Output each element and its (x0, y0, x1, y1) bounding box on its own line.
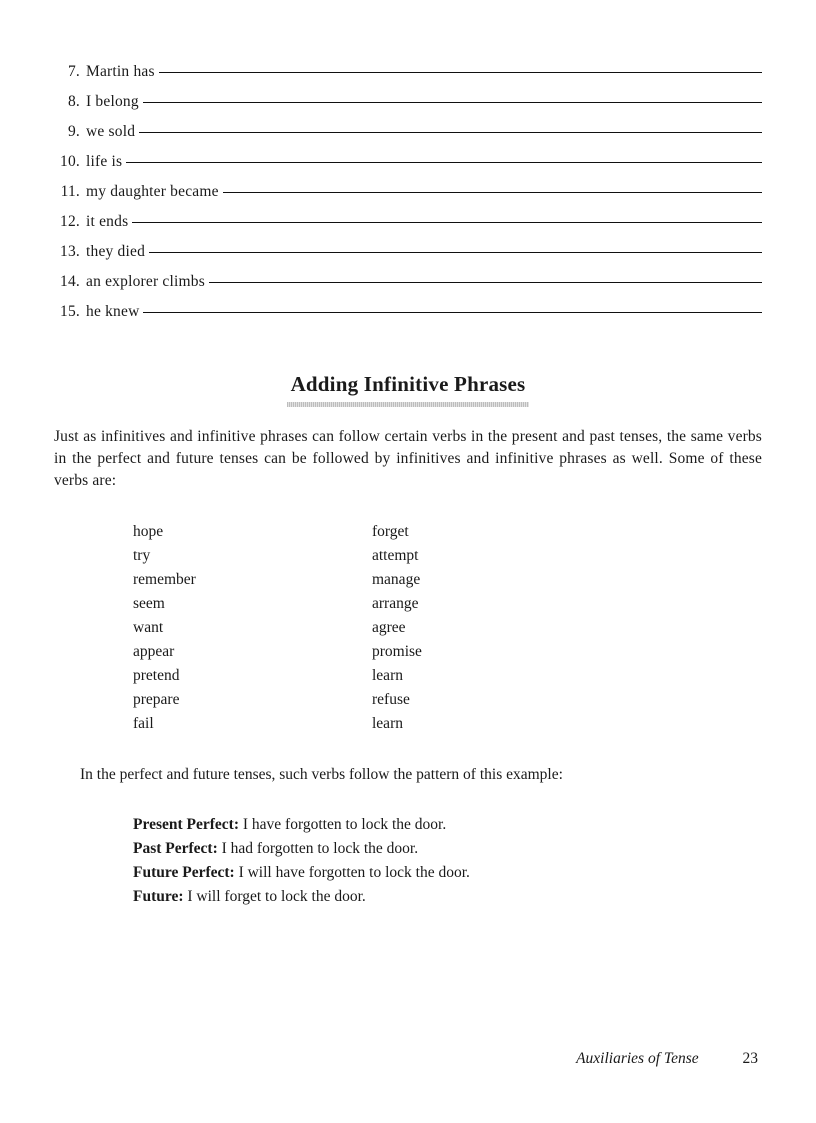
example-row (133, 885, 470, 909)
item-number: 12. (60, 213, 80, 230)
verb-right: arrange (372, 595, 419, 612)
verb-row (133, 616, 422, 640)
item-number: 14. (60, 273, 80, 290)
verb-left: seem (133, 595, 165, 612)
example-row (133, 837, 470, 861)
item-number: 9. (67, 123, 80, 140)
exercise-item (54, 153, 762, 183)
example-sentence: I will forget to lock the door. (187, 888, 366, 905)
example-sentence: I had forgotten to lock the door. (221, 840, 419, 857)
item-prompt: Martin has (86, 63, 155, 80)
exercise-item (54, 63, 762, 93)
page-footer (576, 1050, 758, 1068)
verb-row (133, 688, 422, 712)
heading-underline (287, 402, 529, 407)
item-prompt: my daughter became (86, 183, 219, 200)
exercise-item (54, 273, 762, 303)
verb-row (133, 664, 422, 688)
item-prompt: they died (86, 243, 146, 260)
verb-row (133, 568, 422, 592)
exercise-item (54, 213, 762, 243)
verb-left: appear (133, 643, 175, 660)
tense-label: Future: (133, 888, 188, 905)
verb-right: promise (372, 643, 422, 660)
item-prompt: it ends (86, 213, 129, 230)
section-heading-block (0, 372, 816, 407)
answer-line (143, 312, 762, 313)
answer-line (159, 72, 762, 73)
verb-row (133, 520, 422, 544)
item-prompt: we sold (86, 123, 136, 140)
intro-paragraph: Just as infinitives and infinitive phrases can follow certain verbs in the present and past tenses, the same verbs in the perfect and future tenses can be followed by infinitives and infinitive phrases as well. Some of these verbs are: (54, 428, 762, 489)
item-prompt: I belong (86, 93, 139, 110)
answer-line (139, 132, 762, 133)
verb-left: try (133, 547, 151, 564)
exercise-item (54, 93, 762, 123)
tense-label: Future Perfect: (133, 864, 239, 881)
exercise-item (54, 243, 762, 273)
tense-label: Present Perfect: (133, 816, 243, 833)
item-number: 15. (60, 303, 80, 320)
exercise-item (54, 183, 762, 213)
verb-right: learn (372, 715, 403, 732)
verb-left: pretend (133, 667, 180, 684)
answer-line (143, 102, 762, 103)
verb-right: manage (372, 571, 421, 588)
answer-line (223, 192, 762, 193)
verb-list (133, 520, 422, 736)
verb-left: want (133, 619, 164, 636)
verb-row (133, 712, 422, 736)
verb-row (133, 544, 422, 568)
exercise-item (54, 303, 762, 333)
item-number: 8. (67, 93, 80, 110)
verb-left: remember (133, 571, 196, 588)
tense-label: Past Perfect: (133, 840, 222, 857)
example-list (133, 813, 470, 909)
example-row (133, 861, 470, 885)
item-number: 13. (60, 243, 80, 260)
answer-line (149, 252, 762, 253)
answer-line (209, 282, 762, 283)
verb-right: learn (372, 667, 403, 684)
verb-row (133, 640, 422, 664)
exercise-item (54, 123, 762, 153)
section-heading: Adding Infinitive Phrases (290, 372, 526, 396)
verb-right: forget (372, 523, 409, 540)
chapter-title: Auxiliaries of Tense (576, 1050, 699, 1067)
item-number: 11. (60, 183, 80, 200)
verb-left: hope (133, 523, 164, 540)
answer-line (126, 162, 762, 163)
item-prompt: life is (86, 153, 123, 170)
answer-line (132, 222, 762, 223)
item-prompt: an explorer climbs (86, 273, 205, 290)
verb-row (133, 592, 422, 616)
verb-left: fail (133, 715, 154, 732)
item-prompt: he knew (86, 303, 140, 320)
page-number: 23 (742, 1050, 758, 1067)
example-sentence: I will have forgotten to lock the door. (238, 864, 470, 881)
item-number: 7. (67, 63, 80, 80)
verb-right: refuse (372, 691, 410, 708)
pattern-intro: In the perfect and future tenses, such verbs follow the pattern of this example: (80, 766, 563, 783)
example-row (133, 813, 470, 837)
verb-right: attempt (372, 547, 419, 564)
item-number: 10. (60, 153, 80, 170)
verb-left: prepare (133, 691, 180, 708)
example-sentence: I have forgotten to lock the door. (242, 816, 447, 833)
exercise-list (54, 63, 762, 333)
verb-right: agree (372, 619, 406, 636)
